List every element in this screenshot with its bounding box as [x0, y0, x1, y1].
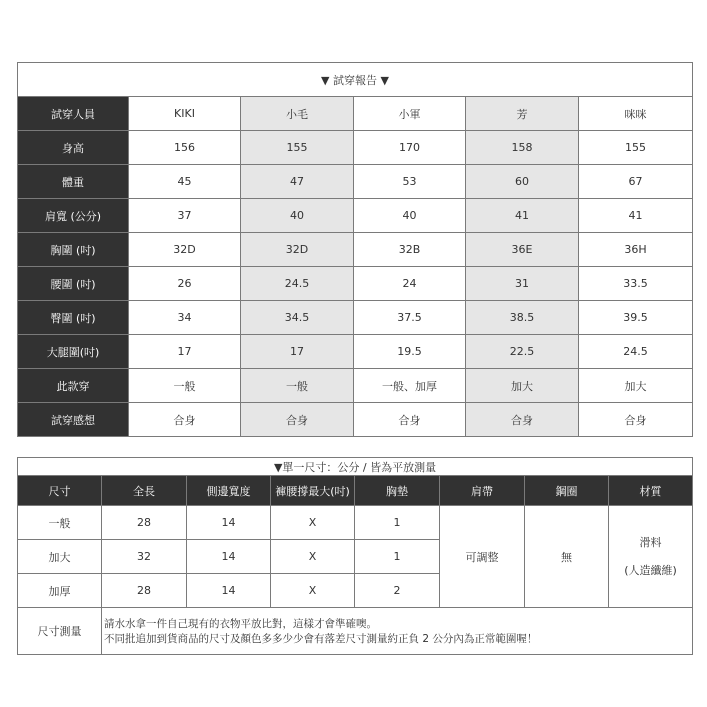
column-header: 肩帶 — [440, 476, 525, 506]
report-row-hip — [18, 301, 693, 335]
table-cell: 47 — [241, 165, 354, 199]
table-cell: 合身 — [579, 403, 693, 437]
note-line: 不同批追加到貨商品的尺寸及顏色多多少少會有落差尺寸測量約正負 2 公分內為正常範圍喔！ — [104, 633, 538, 645]
table-cell: 14 — [187, 540, 271, 574]
column-header: 褲腰撐最大(吋) — [271, 476, 355, 506]
report-row-bust — [18, 233, 693, 267]
column-header: 鋼圈 — [525, 476, 609, 506]
table-cell: 合身 — [466, 403, 579, 437]
table-cell: 合身 — [354, 403, 466, 437]
note-label: 尺寸測量 — [18, 608, 102, 655]
column-header: 全長 — [102, 476, 187, 506]
table-cell: 31 — [466, 267, 579, 301]
table-cell: 34 — [129, 301, 241, 335]
table-cell: 45 — [129, 165, 241, 199]
table-cell: 36H — [579, 233, 693, 267]
table-cell: 32 — [102, 540, 187, 574]
table-cell: 60 — [466, 165, 579, 199]
row-header: 腰圍 (吋) — [18, 267, 129, 301]
report-row-person — [18, 97, 693, 131]
row-header: 大腿圍(吋) — [18, 335, 129, 369]
table-cell: 一般、加厚 — [354, 369, 466, 403]
strap-cell: 可調整 — [440, 506, 525, 608]
report-title-row — [18, 63, 693, 97]
row-header: 體重 — [18, 165, 129, 199]
table-cell: 19.5 — [354, 335, 466, 369]
table-cell: 28 — [102, 506, 187, 540]
report-row-weight — [18, 165, 693, 199]
table-cell: X — [271, 506, 355, 540]
row-header: 肩寬 (公分) — [18, 199, 129, 233]
column-header: 胸墊 — [355, 476, 440, 506]
table-cell: 小毛 — [241, 97, 354, 131]
table-cell: 合身 — [241, 403, 354, 437]
table-cell: 36E — [466, 233, 579, 267]
table-cell: 小軍 — [354, 97, 466, 131]
table-cell: X — [271, 540, 355, 574]
size-title-row — [18, 458, 693, 476]
table-cell: 芳 — [466, 97, 579, 131]
table-cell: 155 — [241, 131, 354, 165]
table-cell: 33.5 — [579, 267, 693, 301]
report-row-waist — [18, 267, 693, 301]
table-cell: 40 — [354, 199, 466, 233]
report-row-wears — [18, 369, 693, 403]
report-row-feedback — [18, 403, 693, 437]
table-cell: 158 — [466, 131, 579, 165]
report-row-thigh — [18, 335, 693, 369]
table-cell: 14 — [187, 506, 271, 540]
material-line: 滑料 — [639, 535, 662, 549]
table-cell: 156 — [129, 131, 241, 165]
table-cell: 24 — [354, 267, 466, 301]
column-header: 尺寸 — [18, 476, 102, 506]
table-cell: 合身 — [129, 403, 241, 437]
note-row — [18, 608, 693, 655]
table-cell: 咪咪 — [579, 97, 693, 131]
table-cell: 155 — [579, 131, 693, 165]
report-title: ▼ 試穿報告 ▼ — [18, 63, 693, 97]
table-cell: 28 — [102, 574, 187, 608]
table-cell: 一般 — [241, 369, 354, 403]
table-cell: 加大 — [579, 369, 693, 403]
size-title: ▼單一尺寸：公分 / 皆為平放測量 — [18, 458, 693, 476]
row-header: 加厚 — [18, 574, 102, 608]
table-cell: X — [271, 574, 355, 608]
table-cell: 34.5 — [241, 301, 354, 335]
row-header: 此款穿 — [18, 369, 129, 403]
material-cell — [609, 506, 693, 608]
size-header-row — [18, 476, 693, 506]
table-cell: 41 — [466, 199, 579, 233]
row-header: 身高 — [18, 131, 129, 165]
table-cell: 1 — [355, 540, 440, 574]
table-cell: 41 — [579, 199, 693, 233]
table-cell: 14 — [187, 574, 271, 608]
row-header: 臀圍 (吋) — [18, 301, 129, 335]
table-cell: 67 — [579, 165, 693, 199]
try-on-report-table — [17, 62, 693, 437]
table-cell: 32D — [129, 233, 241, 267]
column-header: 側邊寬度 — [187, 476, 271, 506]
table-cell: 24.5 — [579, 335, 693, 369]
row-header: 試穿人員 — [18, 97, 129, 131]
table-cell: 17 — [129, 335, 241, 369]
table-cell: 170 — [354, 131, 466, 165]
table-cell: KIKI — [129, 97, 241, 131]
row-header: 加大 — [18, 540, 102, 574]
table-cell: 39.5 — [579, 301, 693, 335]
table-cell: 24.5 — [241, 267, 354, 301]
note-line: 請水水拿一件自己現有的衣物平放比對，這樣才會準確噢。 — [104, 618, 377, 630]
report-row-height — [18, 131, 693, 165]
underwire-cell: 無 — [525, 506, 609, 608]
note-text — [102, 608, 693, 655]
material-line: (人造纖維) — [624, 563, 677, 577]
table-cell: 加大 — [466, 369, 579, 403]
table-cell: 22.5 — [466, 335, 579, 369]
table-cell: 40 — [241, 199, 354, 233]
table-cell: 37 — [129, 199, 241, 233]
table-cell: 26 — [129, 267, 241, 301]
size-chart-table — [17, 457, 693, 655]
table-cell: 38.5 — [466, 301, 579, 335]
table-cell: 37.5 — [354, 301, 466, 335]
table-cell: 17 — [241, 335, 354, 369]
row-header: 胸圍 (吋) — [18, 233, 129, 267]
table-cell: 一般 — [129, 369, 241, 403]
table-cell: 53 — [354, 165, 466, 199]
row-header: 一般 — [18, 506, 102, 540]
size-row-regular — [18, 506, 693, 540]
table-cell: 2 — [355, 574, 440, 608]
table-cell: 32B — [354, 233, 466, 267]
row-header: 試穿感想 — [18, 403, 129, 437]
column-header: 材質 — [609, 476, 693, 506]
table-cell: 32D — [241, 233, 354, 267]
report-row-shoulder — [18, 199, 693, 233]
table-cell: 1 — [355, 506, 440, 540]
